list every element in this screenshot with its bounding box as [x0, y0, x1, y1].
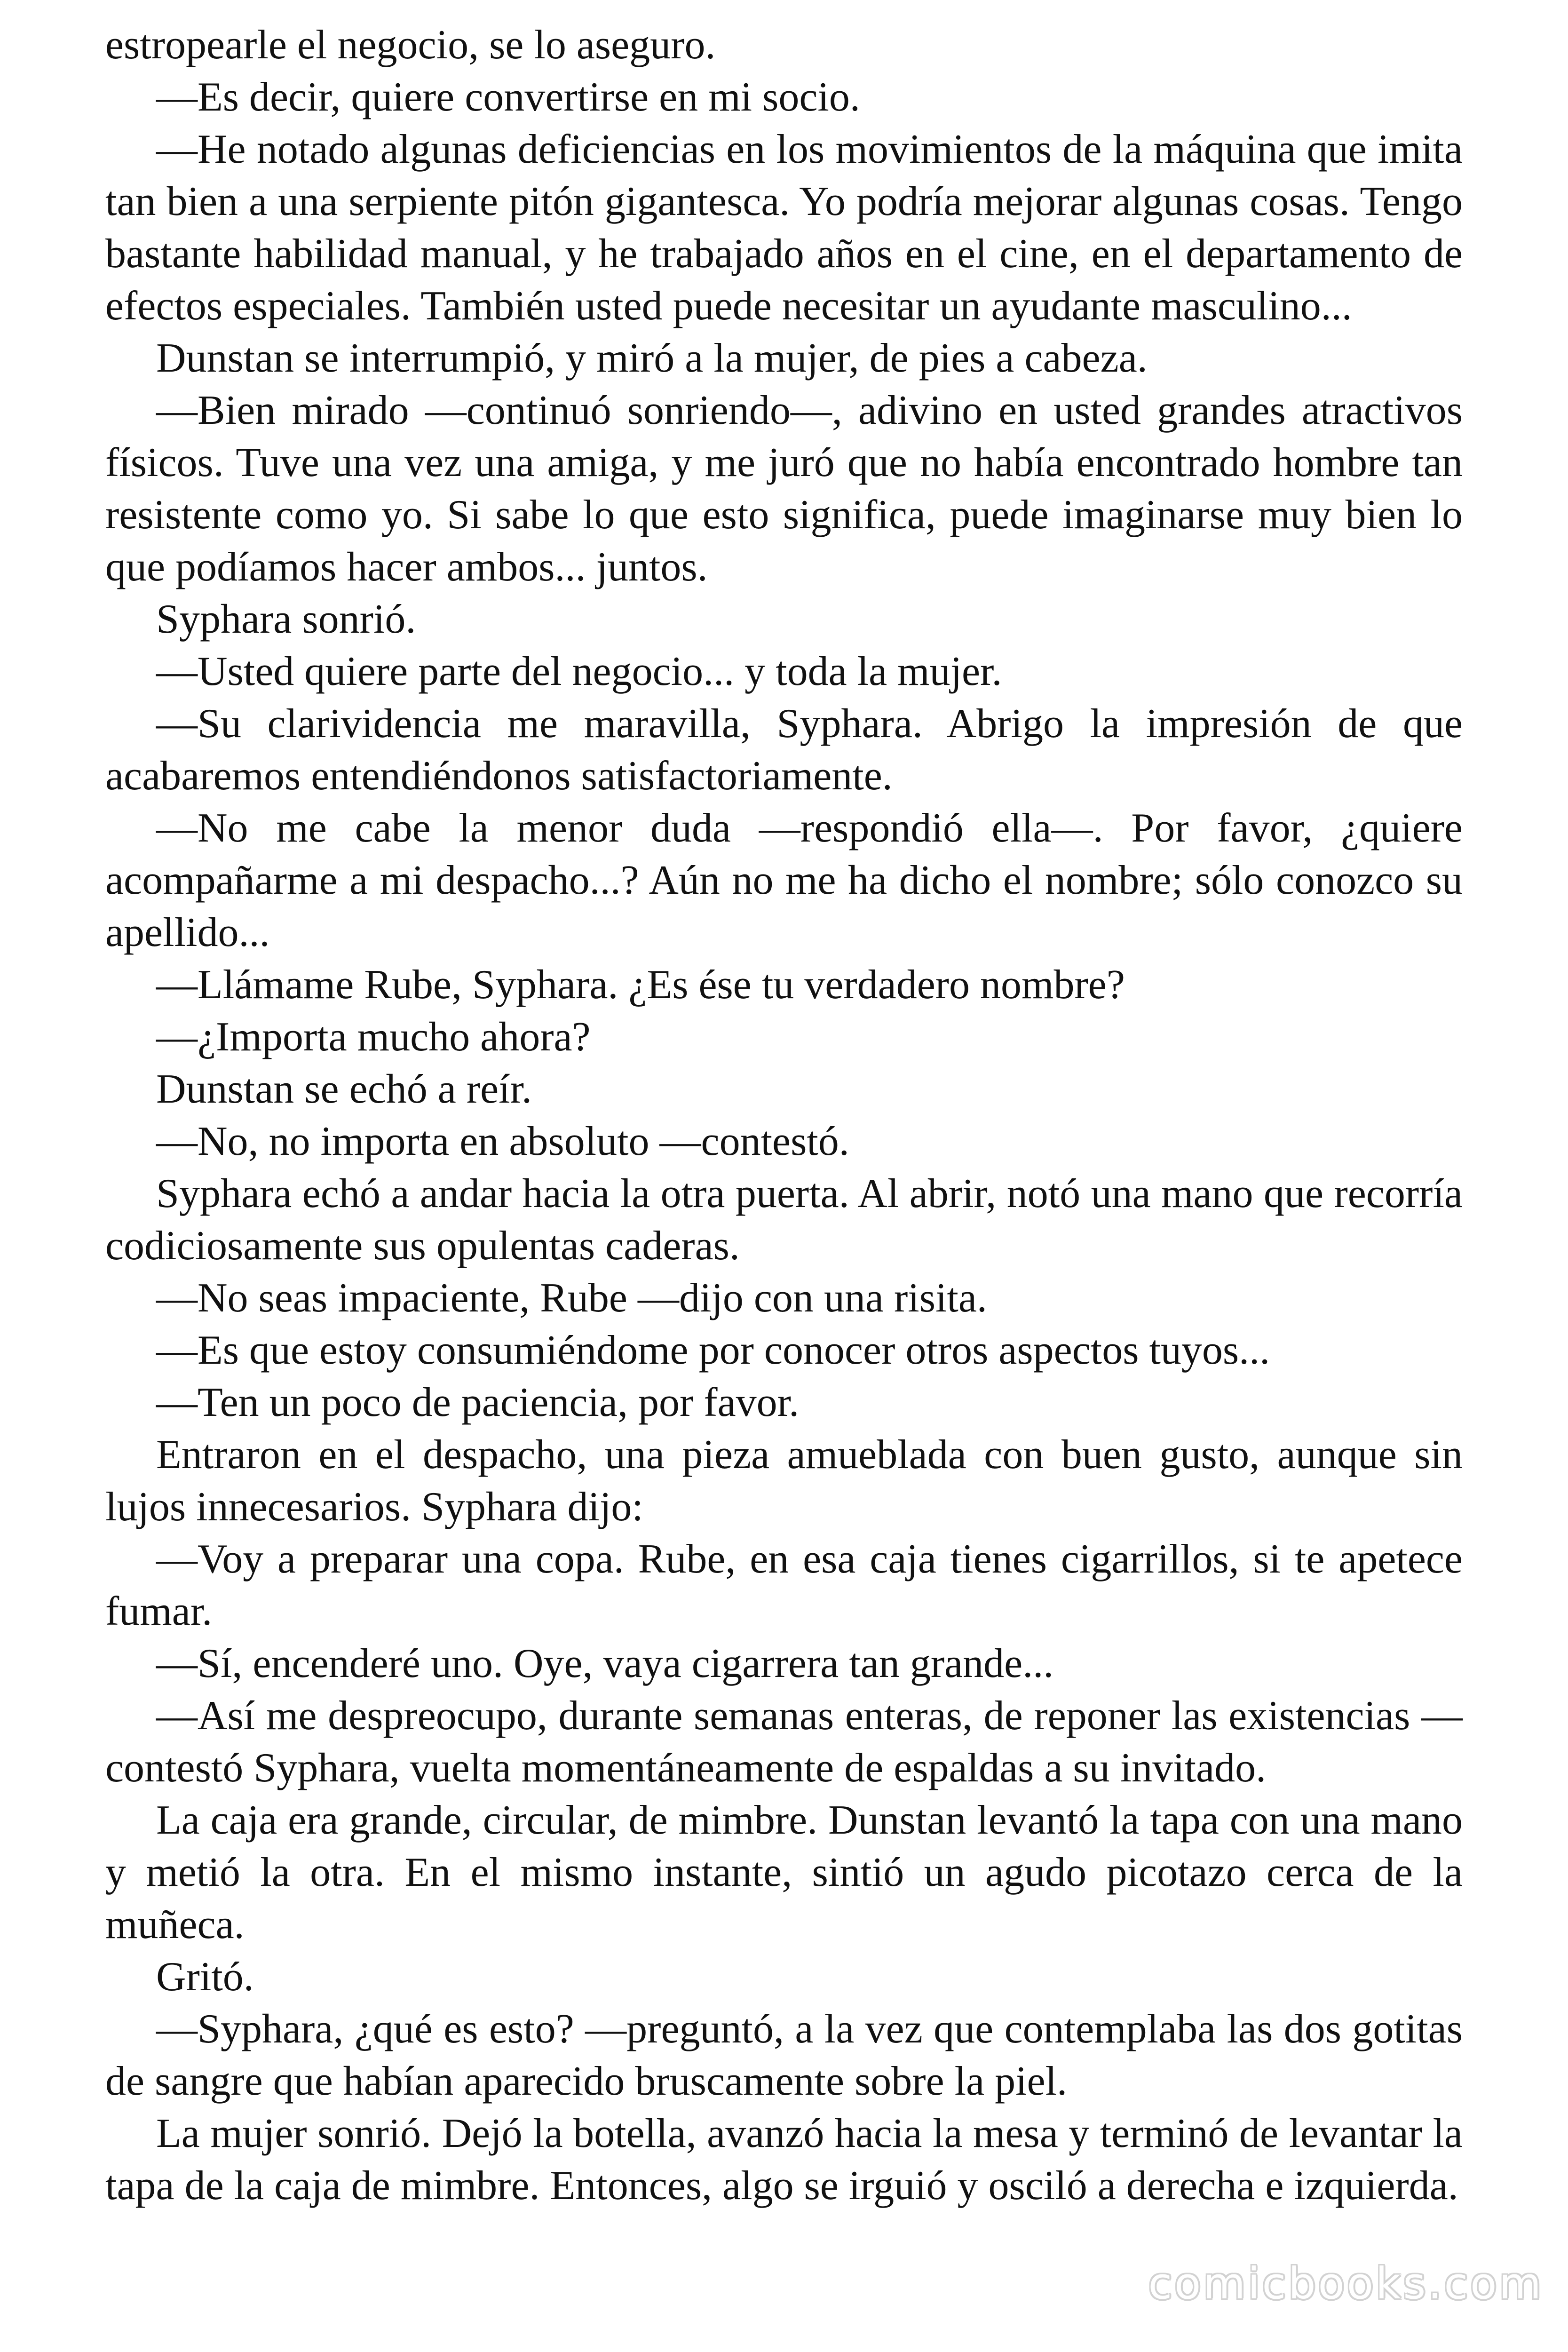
paragraph: —Ten un poco de paciencia, por favor. — [156, 1380, 800, 1425]
paragraph: —No, no importa en absoluto —contestó. — [156, 1119, 849, 1164]
watermark: comicbooks.com — [1148, 2258, 1544, 2309]
paragraph: —Usted quiere parte del negocio... y toda la mujer. — [156, 649, 1002, 694]
paragraph: —Es que estoy consumiéndome por conocer otros aspectos tuyos... — [156, 1327, 1270, 1373]
paragraph: Gritó. — [156, 1954, 254, 2000]
paragraph: —Su clarividencia me maravilla, Syphara. Abrigo la impresión de que acabaremos entendiéndonos satisfactoriamente. — [105, 701, 1463, 799]
paragraph: —Es decir, quiere convertirse en mi socio. — [156, 74, 860, 120]
paragraph: —Syphara, ¿qué es esto? —preguntó, a la vez que contemplaba las dos gotitas de sangre que habían aparecido bruscamente sobre la piel. — [105, 2006, 1463, 2104]
paragraph: Dunstan se echó a reír. — [156, 1066, 532, 1112]
paragraph: Dunstan se interrumpió, y miró a la mujer, de pies a cabeza. — [156, 335, 1148, 381]
paragraph: La mujer sonrió. Dejó la botella, avanzó hacia la mesa y terminó de levantar la tapa de la caja de mimbre. Entonces, algo se irguió y osciló a derecha e izquierda. — [105, 2111, 1463, 2209]
paragraph: Syphara sonrió. — [156, 596, 416, 642]
paragraph: —No me cabe la menor duda —respondió ella—. Por favor, ¿quiere acompañarme a mi despacho...? Aún no me ha dicho el nombre; sólo conozco su apellido... — [105, 805, 1463, 955]
paragraph: —Llámame Rube, Syphara. ¿Es ése tu verdadero nombre? — [156, 962, 1125, 1008]
paragraph: —Así me despreocupo, durante semanas enteras, de reponer las existencias —contestó Syphara, vuelta momentáneamente de espaldas a su invitado. — [105, 1693, 1463, 1791]
paragraph: —Voy a preparar una copa. Rube, en esa caja tienes cigarrillos, si te apetece fumar. — [105, 1536, 1463, 1634]
paragraph: —¿Importa mucho ahora? — [156, 1014, 591, 1060]
paragraph: Syphara echó a andar hacia la otra puerta. Al abrir, notó una mano que recorría codiciosamente sus opulentas caderas. — [105, 1171, 1463, 1269]
paragraph: —No seas impaciente, Rube —dijo con una risita. — [156, 1275, 987, 1321]
paragraph: estropearle el negocio, se lo aseguro. — [105, 22, 716, 68]
paragraph: —Sí, encenderé uno. Oye, vaya cigarrera tan grande... — [156, 1641, 1054, 1686]
paragraph: —He notado algunas deficiencias en los movimientos de la máquina que imita tan bien a una serpiente pitón gigantesca. Yo podría mejorar algunas cosas. Tengo bastante habilidad manual, y he trabajado años en el cine, en el departamento de efectos especiales. También usted puede necesitar un ayudante masculino... — [105, 127, 1463, 329]
paragraph: —Bien mirado —continuó sonriendo—, adivino en usted grandes atractivos físicos. Tuve una vez una amiga, y me juró que no había encontrado hombre tan resistente como yo. Si sabe lo que esto significa, puede imaginarse muy bien lo que podíamos hacer ambos... juntos. — [105, 388, 1463, 590]
paragraph: Entraron en el despacho, una pieza amueblada con buen gusto, aunque sin lujos innecesarios. Syphara dijo: — [105, 1432, 1463, 1530]
paragraph: La caja era grande, circular, de mimbre. Dunstan levantó la tapa con una mano y metió la otra. En el mismo instante, sintió un agudo picotazo cerca de la muñeca. — [105, 1797, 1463, 1947]
book-page — [105, 19, 1463, 2212]
